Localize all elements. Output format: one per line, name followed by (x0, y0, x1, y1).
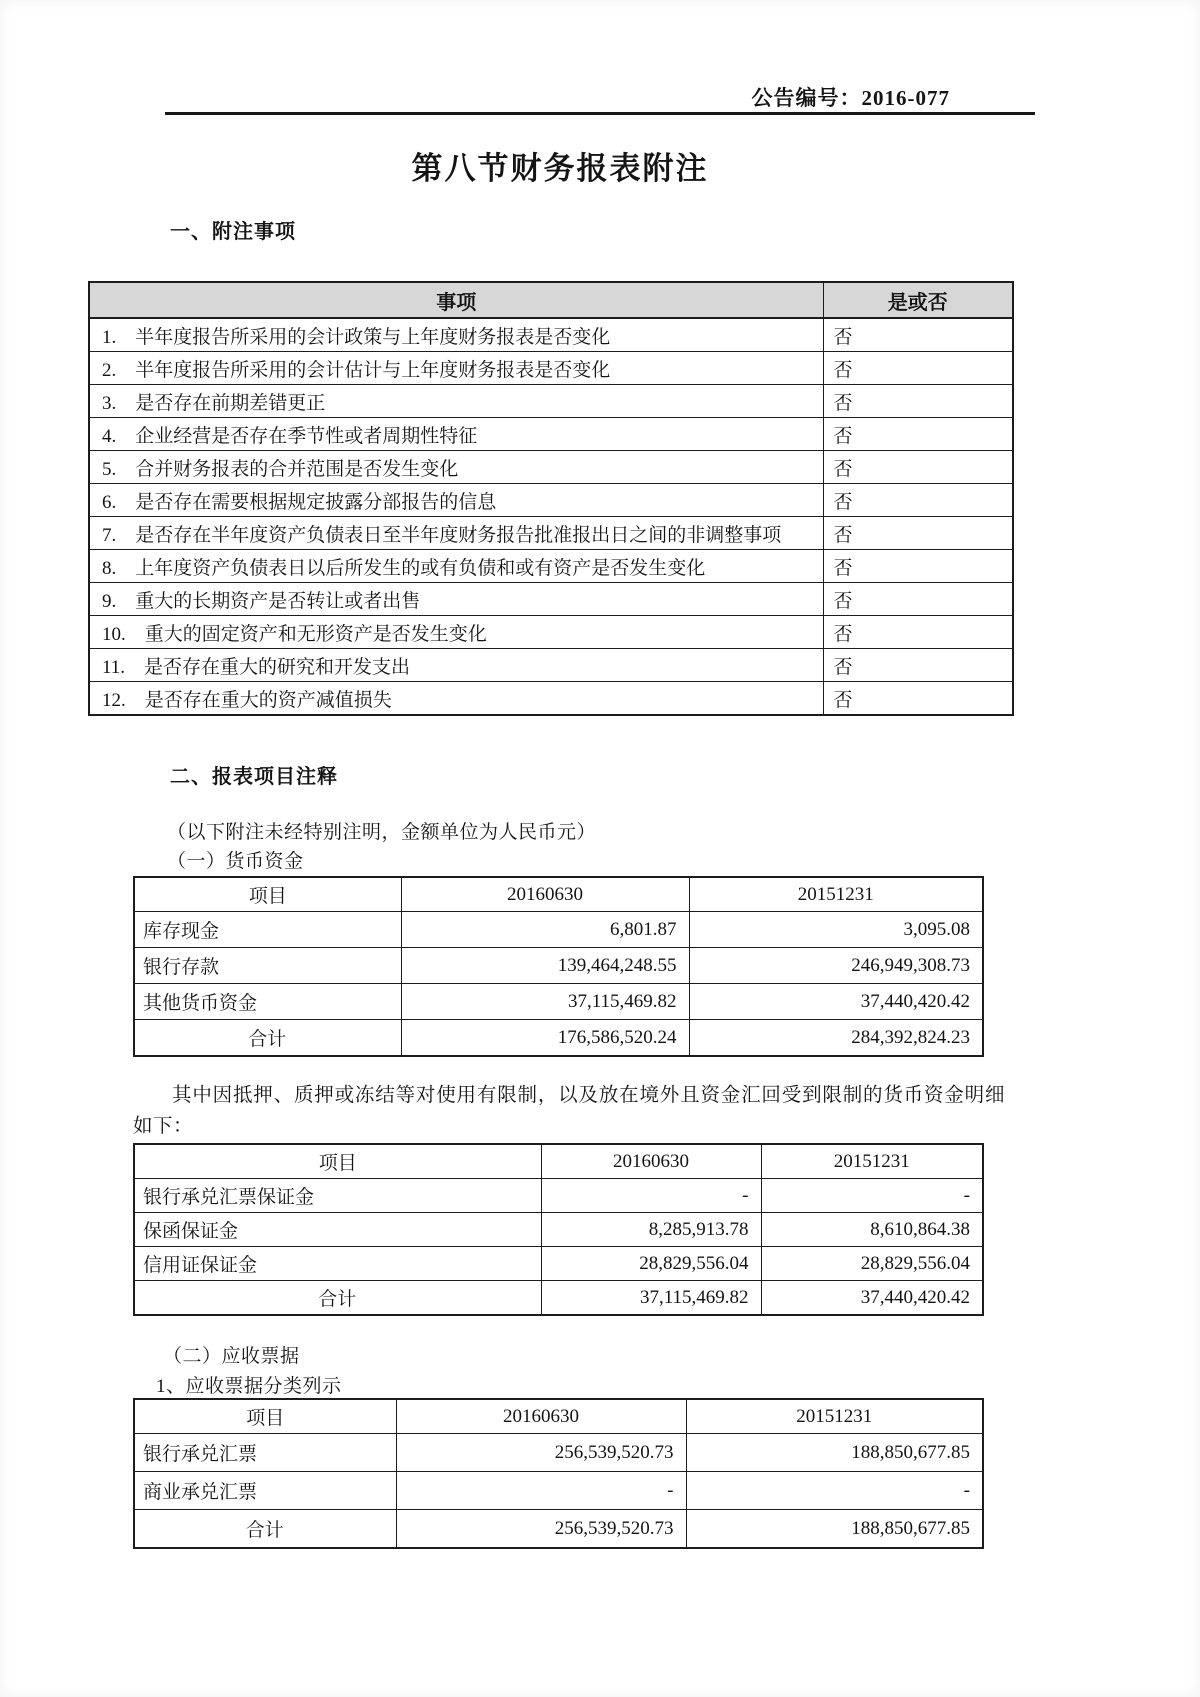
answer-cell: 否 (823, 682, 1013, 716)
value-2015-cell: 188,850,677.85 (686, 1510, 983, 1549)
value-2016-cell: 139,464,248.55 (401, 948, 689, 984)
column-header-item: 项目 (134, 1399, 396, 1434)
column-header-20151231: 20151231 (686, 1399, 983, 1434)
answer-cell: 否 (823, 418, 1013, 451)
column-header-20160630: 20160630 (396, 1399, 686, 1434)
value-2016-cell: 8,285,913.78 (541, 1213, 761, 1247)
table-row (89, 583, 1013, 616)
notes-receivable-heading: （二）应收票据 (163, 1346, 300, 1367)
table-header-row (134, 1399, 983, 1434)
table-row (89, 649, 1013, 682)
table-row (134, 948, 983, 984)
value-2016-cell: 28,829,556.04 (541, 1247, 761, 1281)
table-row (134, 984, 983, 1020)
monetary-funds-heading: （一）货币资金 (167, 851, 304, 872)
table-row (89, 550, 1013, 583)
table-row (134, 912, 983, 948)
value-2015-cell: 8,610,864.38 (761, 1213, 983, 1247)
table-total-row (134, 1281, 983, 1316)
item-cell: 保函保证金 (134, 1213, 541, 1247)
answer-cell: 否 (823, 583, 1013, 616)
value-2015-cell: 284,392,824.23 (689, 1020, 983, 1057)
value-2016-cell: 256,539,520.73 (396, 1434, 686, 1472)
item-cell: 其他货币资金 (134, 984, 401, 1020)
notes-receivable-table (133, 1398, 984, 1549)
value-2016-cell: 176,586,520.24 (401, 1020, 689, 1057)
item-cell: 6. 是否存在需要根据规定披露分部报告的信息 (89, 484, 823, 517)
table-row (134, 1247, 983, 1281)
value-2016-cell: 256,539,520.73 (396, 1510, 686, 1549)
value-2016-cell: - (396, 1472, 686, 1510)
section-1-heading: 一、附注事项 (170, 221, 296, 243)
answer-cell: 否 (823, 451, 1013, 484)
answer-cell: 否 (823, 385, 1013, 418)
table-header-row (89, 282, 1013, 318)
item-cell: 2. 半年度报告所采用的会计估计与上年度财务报表是否变化 (89, 352, 823, 385)
restricted-funds-table (133, 1143, 984, 1316)
total-label-cell: 合计 (134, 1020, 401, 1057)
notes-receivable-subheading: 1、应收票据分类列示 (156, 1376, 342, 1397)
value-2016-cell: - (541, 1179, 761, 1213)
value-2016-cell: 37,115,469.82 (541, 1281, 761, 1316)
table-row (89, 616, 1013, 649)
item-cell: 银行承兑汇票保证金 (134, 1179, 541, 1213)
item-cell: 12. 是否存在重大的资产减值损失 (89, 682, 823, 716)
table-row (89, 682, 1013, 716)
item-cell: 4. 企业经营是否存在季节性或者周期性特征 (89, 418, 823, 451)
answer-cell: 否 (823, 318, 1013, 352)
item-cell: 库存现金 (134, 912, 401, 948)
section-2-heading: 二、报表项目注释 (170, 766, 338, 788)
table-row (134, 1213, 983, 1247)
table-row (89, 385, 1013, 418)
table-row (89, 318, 1013, 352)
value-2015-cell: 246,949,308.73 (689, 948, 983, 984)
table-row (134, 1434, 983, 1472)
value-2015-cell: 37,440,420.42 (689, 984, 983, 1020)
table-header-row (134, 877, 983, 912)
answer-cell: 否 (823, 649, 1013, 682)
table-row (134, 1472, 983, 1510)
answer-cell: 否 (823, 616, 1013, 649)
item-cell: 信用证保证金 (134, 1247, 541, 1281)
value-2015-cell: 28,829,556.04 (761, 1247, 983, 1281)
monetary-funds-table (133, 876, 984, 1057)
notes-items-table (88, 281, 1014, 716)
answer-cell: 否 (823, 517, 1013, 550)
table-row (89, 418, 1013, 451)
item-cell: 3. 是否存在前期差错更正 (89, 385, 823, 418)
item-cell: 10. 重大的固定资产和无形资产是否发生变化 (89, 616, 823, 649)
table-row (134, 1179, 983, 1213)
page-title: 第八节财务报表附注 (411, 151, 709, 186)
answer-cell: 否 (823, 550, 1013, 583)
restricted-funds-note: 其中因抵押、质押或冻结等对使用有限制，以及放在境外且资金汇回受到限制的货币资金明细如下： (133, 1085, 1005, 1137)
answer-cell: 否 (823, 352, 1013, 385)
item-cell: 11. 是否存在重大的研究和开发支出 (89, 649, 823, 682)
column-header-20160630: 20160630 (401, 877, 689, 912)
table-row (89, 451, 1013, 484)
value-2016-cell: 6,801.87 (401, 912, 689, 948)
column-header-20151231: 20151231 (761, 1144, 983, 1179)
value-2015-cell: 3,095.08 (689, 912, 983, 948)
value-2015-cell: - (686, 1472, 983, 1510)
column-header-item: 事项 (89, 282, 823, 318)
value-2016-cell: 37,115,469.82 (401, 984, 689, 1020)
total-label-cell: 合计 (134, 1510, 396, 1549)
answer-cell: 否 (823, 484, 1013, 517)
item-cell: 7. 是否存在半年度资产负债表日至半年度财务报告批准报出日之间的非调整事项 (89, 517, 823, 550)
item-cell: 8. 上年度资产负债表日以后所发生的或有负债和或有资产是否发生变化 (89, 550, 823, 583)
value-2015-cell: - (761, 1179, 983, 1213)
table-total-row (134, 1510, 983, 1549)
table-header-row (134, 1144, 983, 1179)
item-cell: 9. 重大的长期资产是否转让或者出售 (89, 583, 823, 616)
item-cell: 银行存款 (134, 948, 401, 984)
value-2015-cell: 188,850,677.85 (686, 1434, 983, 1472)
value-2015-cell: 37,440,420.42 (761, 1281, 983, 1316)
column-header-yes-no: 是或否 (823, 282, 1013, 318)
column-header-20151231: 20151231 (689, 877, 983, 912)
table-row (89, 352, 1013, 385)
table-row (89, 517, 1013, 550)
announcement-number: 公告编号：2016-077 (751, 86, 950, 110)
header-rule (165, 112, 1035, 115)
item-cell: 5. 合并财务报表的合并范围是否发生变化 (89, 451, 823, 484)
table-total-row (134, 1020, 983, 1057)
item-cell: 银行承兑汇票 (134, 1434, 396, 1472)
currency-unit-note: （以下附注未经特别注明，金额单位为人民币元） (167, 822, 597, 843)
column-header-20160630: 20160630 (541, 1144, 761, 1179)
column-header-item: 项目 (134, 877, 401, 912)
total-label-cell: 合计 (134, 1281, 541, 1316)
item-cell: 1. 半年度报告所采用的会计政策与上年度财务报表是否变化 (89, 318, 823, 352)
table-row (89, 484, 1013, 517)
column-header-item: 项目 (134, 1144, 541, 1179)
item-cell: 商业承兑汇票 (134, 1472, 396, 1510)
